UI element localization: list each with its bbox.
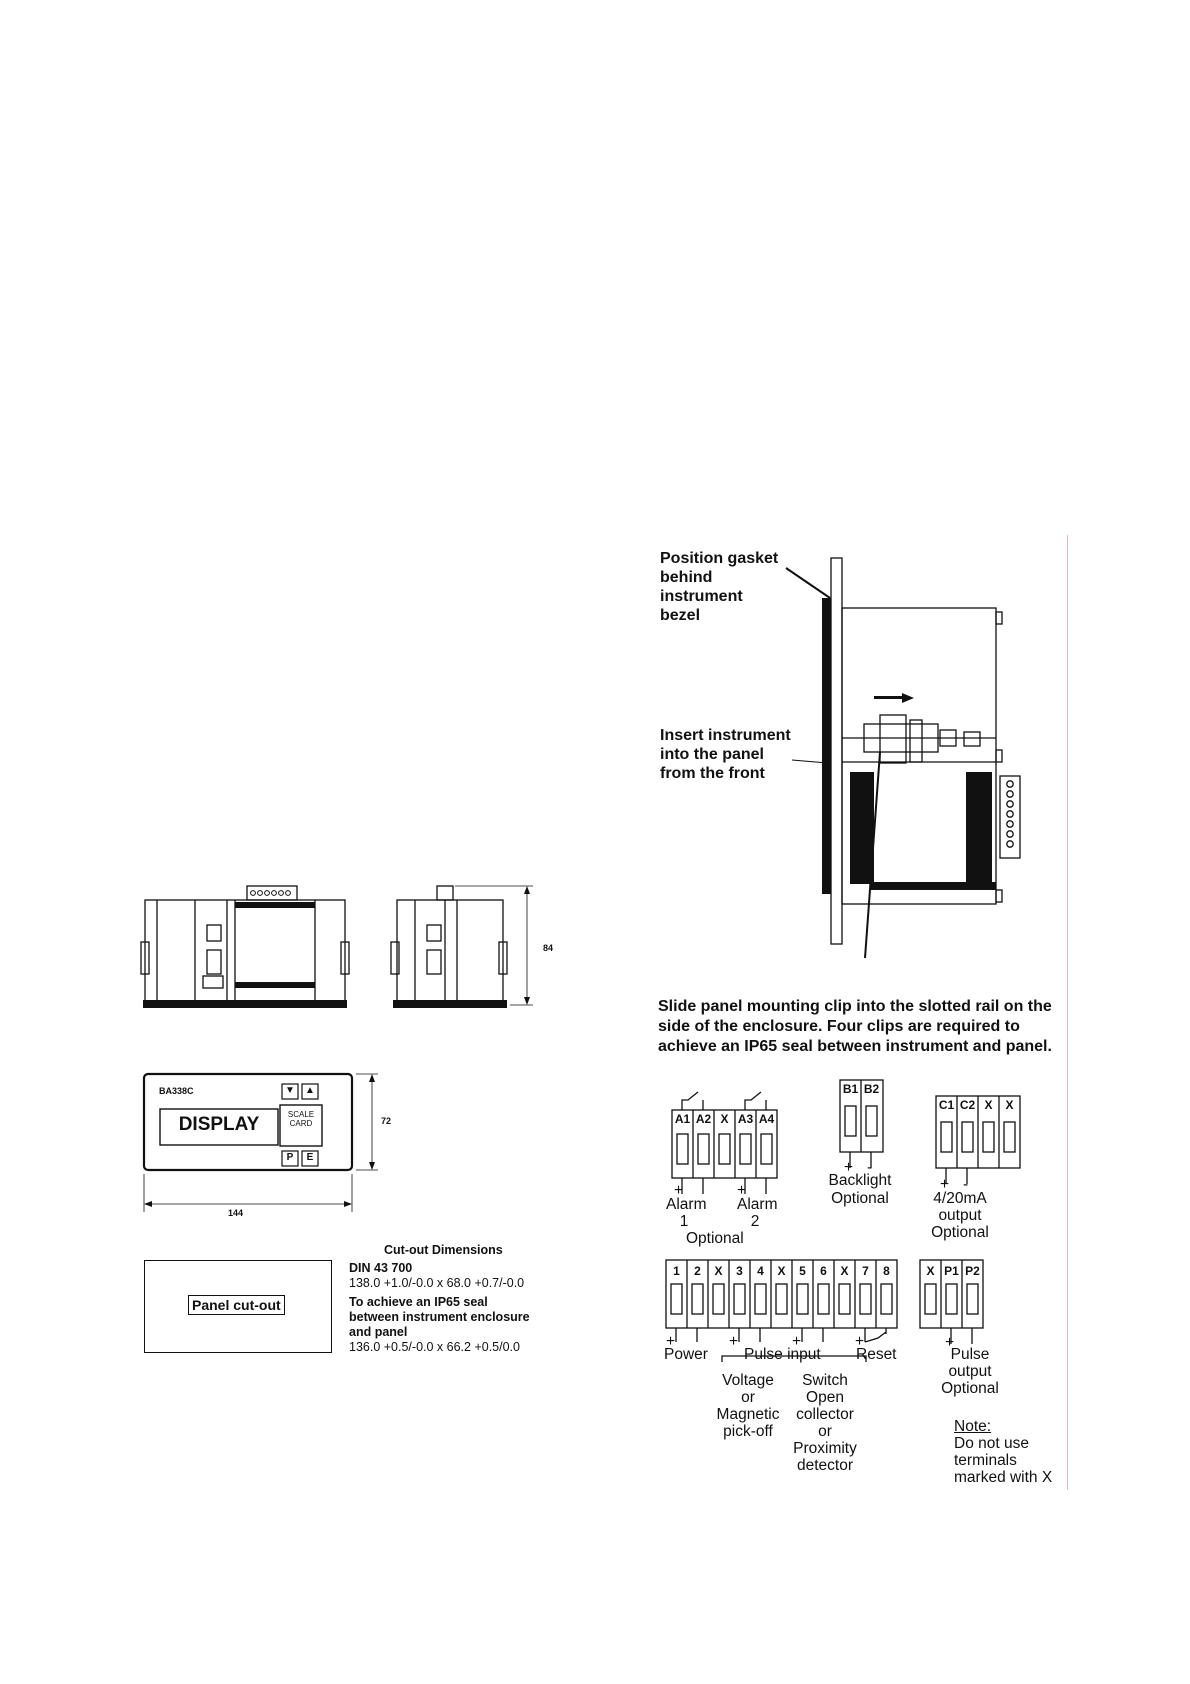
terminal-4: 4	[757, 1264, 764, 1278]
terminal-a1: A1	[674, 1112, 691, 1126]
power-label: Power	[664, 1346, 708, 1363]
voltage-input-label	[710, 1372, 786, 1440]
slide-clip-instruction	[658, 997, 1052, 1057]
front-display: DISPLAY	[178, 1114, 260, 1135]
scale-label: SCALE	[287, 1110, 315, 1119]
terminal-x: X	[984, 1098, 993, 1112]
pulse-plus-1: +	[729, 1333, 739, 1350]
alarm1-word: Alarm	[666, 1196, 707, 1213]
switch-line-2: Open	[806, 1389, 844, 1406]
ip65-note-1: To achieve an IP65 seal	[349, 1295, 488, 1309]
terminal-x: X	[840, 1264, 849, 1278]
voltage-line-1: Voltage	[722, 1372, 774, 1389]
switch-line-4: or	[818, 1423, 832, 1440]
alarm1-label	[666, 1196, 707, 1230]
din-standard: DIN 43 700	[349, 1261, 413, 1275]
pulse-output-label	[930, 1346, 1010, 1397]
backlight-plus: +	[844, 1159, 854, 1176]
gasket-line-3: instrument	[660, 588, 743, 605]
insert-instruction	[660, 726, 791, 783]
switch-line-3: collector	[796, 1406, 854, 1423]
terminal-x: X	[1005, 1098, 1014, 1112]
current-line-1: 4/20mA	[933, 1190, 987, 1207]
current-line-3: Optional	[931, 1224, 989, 1241]
side-views-drawing	[135, 880, 555, 1010]
cutout-title: Cut-out Dimensions	[384, 1243, 503, 1257]
pulse-input-label: Pulse input	[744, 1346, 821, 1363]
cutout-spec	[349, 1261, 530, 1355]
down-button-icon: ▼	[285, 1085, 295, 1096]
terminal-6: 6	[820, 1264, 827, 1278]
alarm-terminal-labels	[672, 1112, 777, 1126]
alarm1-number: 1	[679, 1213, 689, 1230]
pulse-output-terminal-labels	[920, 1264, 983, 1278]
reset-plus: +	[855, 1333, 865, 1350]
front-model: BA338C	[159, 1086, 194, 1096]
backlight-label: Backlight	[828, 1172, 892, 1189]
voltage-line-3: Magnetic	[716, 1406, 780, 1423]
terminal-3: 3	[736, 1264, 743, 1278]
switch-line-1: Switch	[802, 1372, 848, 1389]
terminal-b2: B2	[863, 1082, 880, 1096]
terminal-x: X	[777, 1264, 786, 1278]
note-title: Note:	[954, 1418, 992, 1435]
pulse-output-line-2: output	[948, 1363, 992, 1380]
terminal-c2: C2	[959, 1098, 976, 1112]
backlight-optional: Optional	[831, 1190, 889, 1207]
slide-line-1: Slide panel mounting clip into the slotted rail on the	[658, 998, 1052, 1015]
current-minus: -	[963, 1176, 969, 1193]
current-line-2: output	[938, 1207, 982, 1224]
backlight-minus: -	[867, 1159, 873, 1176]
ip65-note-3: and panel	[349, 1325, 408, 1339]
terminal-p1: P1	[944, 1264, 959, 1278]
terminal-c1: C1	[938, 1098, 955, 1112]
note-line-3: marked with X	[954, 1469, 1053, 1486]
current-terminal-labels	[936, 1098, 1020, 1112]
alarm2-label	[737, 1196, 778, 1230]
alarm2-plus: +	[737, 1182, 747, 1199]
main-terminal-labels	[666, 1264, 897, 1278]
switch-input-label	[780, 1372, 870, 1474]
alarm2-number: 2	[750, 1213, 760, 1230]
current-label	[920, 1190, 1000, 1241]
slide-line-2: side of the enclosure. Four clips are required to	[658, 1018, 1020, 1035]
terminal-p2: P2	[965, 1264, 980, 1278]
terminal-a2: A2	[695, 1112, 712, 1126]
ip65-note-2: between instrument enclosure	[349, 1310, 530, 1324]
power-plus: +	[666, 1333, 676, 1350]
alarm1-plus: +	[674, 1182, 684, 1199]
dim-height-84: 84	[543, 943, 554, 953]
gasket-line-2: behind	[660, 569, 713, 586]
ip65-dimensions: 136.0 +0.5/-0.0 x 66.2 +0.5/0.0	[349, 1340, 520, 1354]
pulse-plus-2: +	[792, 1333, 802, 1350]
terminal-7: 7	[862, 1264, 869, 1278]
alarm-optional: Optional	[686, 1230, 744, 1247]
current-plus: +	[940, 1176, 950, 1193]
terminal-a3: A3	[737, 1112, 754, 1126]
slide-line-3: achieve an IP65 seal between instrument and panel.	[658, 1038, 1052, 1055]
dim-panel-height-72: 72	[381, 1116, 392, 1126]
gasket-line-4: bezel	[660, 607, 701, 624]
alarm2-word: Alarm	[737, 1196, 778, 1213]
front-scale-card	[280, 1110, 322, 1128]
terminal-1: 1	[673, 1264, 680, 1278]
e-button-label: E	[306, 1152, 314, 1163]
pulse-output-plus: +	[945, 1334, 955, 1351]
pulse-output-line-3: Optional	[941, 1380, 999, 1397]
insert-line-1: Insert instrument	[660, 727, 791, 744]
terminal-b1: B1	[842, 1082, 859, 1096]
terminal-x: X	[714, 1264, 723, 1278]
din-dimensions: 138.0 +1.0/-0.0 x 68.0 +0.7/-0.0	[349, 1276, 525, 1290]
terminal-x: X	[720, 1112, 729, 1126]
switch-line-6: detector	[796, 1457, 853, 1474]
switch-line-5: Proximity	[793, 1440, 857, 1457]
terminal-5: 5	[799, 1264, 806, 1278]
terminal-note	[954, 1418, 1052, 1486]
terminal-x: X	[926, 1264, 935, 1278]
pulse-output-line-1: Pulse	[950, 1346, 990, 1363]
insert-line-3: from the front	[660, 765, 765, 782]
terminal-2: 2	[694, 1264, 701, 1278]
backlight-terminal-labels	[840, 1082, 883, 1096]
reset-label: Reset	[856, 1346, 897, 1363]
insert-line-2: into the panel	[660, 746, 764, 763]
terminal-8: 8	[883, 1264, 890, 1278]
note-line-2: terminals	[954, 1452, 1017, 1469]
gasket-line-1: Position gasket	[660, 550, 779, 567]
dim-width-144: 144	[228, 1208, 244, 1218]
terminal-a4: A4	[758, 1112, 775, 1126]
gasket-instruction	[660, 549, 778, 625]
voltage-line-4: pick-off	[723, 1423, 773, 1440]
note-line-1: Do not use	[954, 1435, 1029, 1452]
card-label: CARD	[289, 1119, 313, 1128]
panel-cutout-label: Panel cut-out	[188, 1295, 285, 1315]
p-button-label: P	[286, 1152, 294, 1163]
up-button-icon: ▲	[305, 1085, 315, 1096]
voltage-line-2: or	[741, 1389, 755, 1406]
